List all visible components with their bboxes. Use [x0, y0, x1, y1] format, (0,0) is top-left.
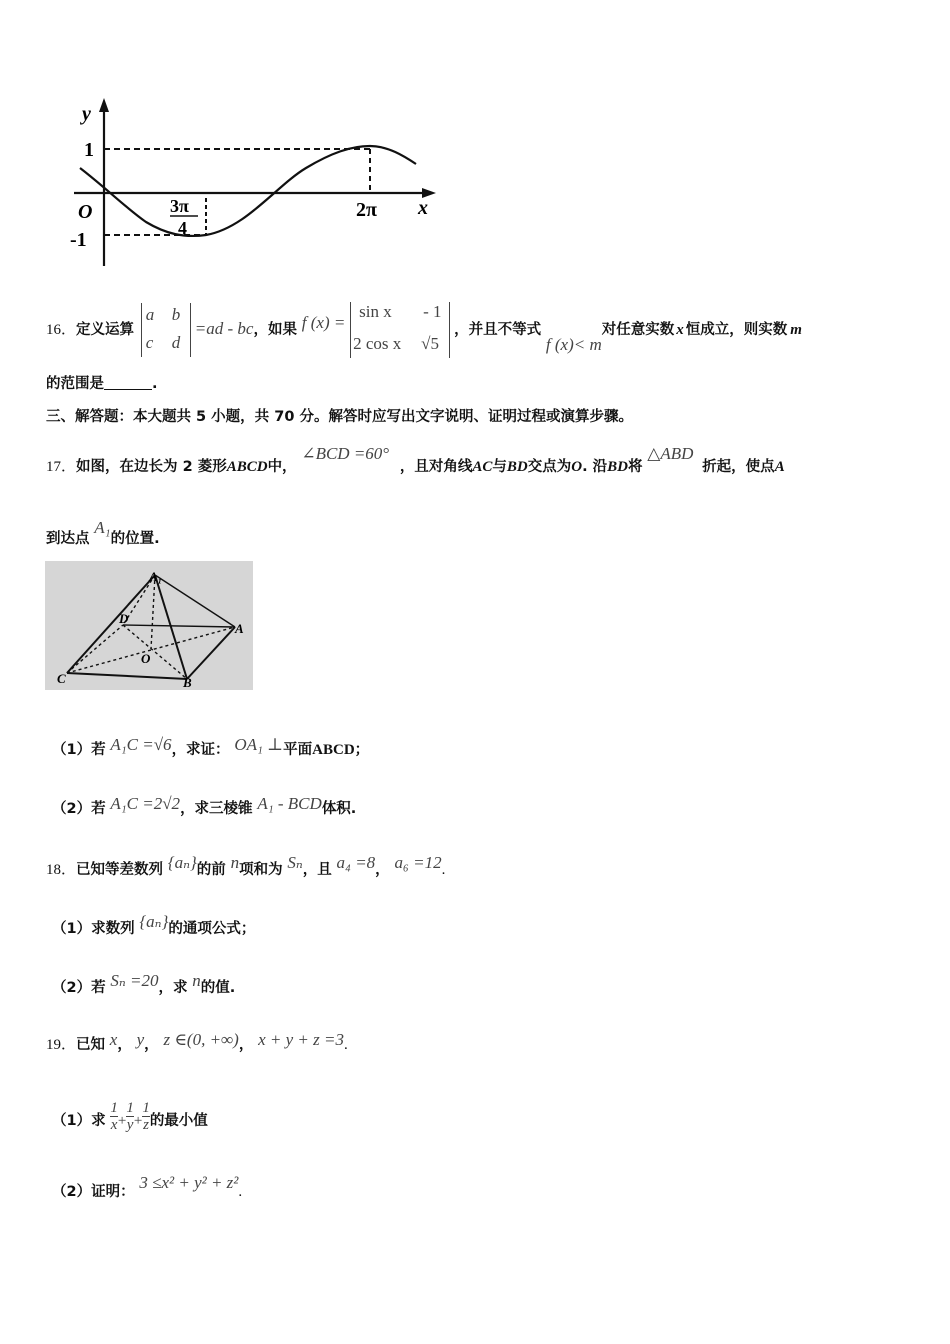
- q17-text6: . 沿: [582, 459, 608, 475]
- q17-ac: AC: [472, 459, 493, 475]
- q18-p2-text3: 的值.: [200, 980, 236, 996]
- label-A: A: [235, 621, 244, 636]
- sine-curve: [80, 146, 416, 236]
- label-A1: A₁: [149, 569, 163, 584]
- q17-line2-text1: 到达点: [46, 531, 90, 547]
- q19-p2-label: （2）证明：: [52, 1184, 135, 1200]
- plus-2: +: [133, 1113, 143, 1129]
- q19-part2: [52, 1173, 242, 1202]
- q19-c2: ，: [144, 1037, 159, 1053]
- q18-comma: ，: [375, 862, 390, 878]
- q18-n: n: [230, 853, 240, 872]
- q17-figure: [45, 561, 253, 690]
- q19-p2-math: 3 ≤x² + y² + z²: [139, 1173, 239, 1192]
- q17-text2: 中，: [267, 459, 297, 475]
- q19-y: y: [136, 1030, 145, 1049]
- q17-p1-label: （1）若: [52, 742, 106, 758]
- q17-p1-text3: 平面: [283, 742, 313, 758]
- q18-number: 18．: [46, 862, 77, 878]
- q17-text5: 交点为: [527, 459, 572, 475]
- edge-A1-O: [151, 575, 155, 649]
- x-tick-3pi-numerator: 3π: [170, 196, 189, 216]
- q19-number: 19．: [46, 1037, 77, 1053]
- m22: √5: [421, 334, 439, 353]
- pyramid-diagram: [45, 561, 253, 690]
- q18-text4: ，且: [302, 862, 332, 878]
- edge-D-B: [123, 625, 187, 679]
- label-C: C: [57, 671, 66, 686]
- q19-line1: [46, 1030, 348, 1055]
- q17-part2: [52, 794, 356, 819]
- q16-range-text: 的范围是: [46, 376, 104, 392]
- label-B: B: [183, 675, 192, 690]
- q17-p1-end: ；: [354, 742, 370, 758]
- q16-number: 16．: [46, 322, 77, 338]
- q17-p1-abcd: ABCD: [312, 742, 355, 758]
- sine-graph-figure: [66, 96, 446, 268]
- q17-line1: [46, 444, 785, 477]
- q18-line1: [46, 853, 445, 880]
- q17-text1: 如图，在边长为 2 菱形: [76, 459, 227, 475]
- q19-p1-text2: 的最小值: [149, 1113, 208, 1129]
- q16-var-m: m: [790, 322, 802, 338]
- q17-text4: 与: [492, 459, 507, 475]
- edge-A1-B: [155, 575, 187, 679]
- y-axis-label: y: [82, 103, 91, 125]
- q19-z: z ∈(0, +∞): [163, 1030, 239, 1049]
- q18-part1: [52, 912, 255, 939]
- q16-line2: [46, 373, 158, 394]
- q18-p2-math: Sₙ =20: [110, 971, 159, 990]
- q16-line1: [46, 302, 802, 358]
- q17-number: 17．: [46, 459, 77, 475]
- q17-part1: [52, 735, 369, 760]
- q19-x: x: [109, 1030, 118, 1049]
- q17-text8: 折起，使点: [702, 459, 775, 475]
- q18-p2-text2: ，求: [158, 980, 188, 996]
- q16-var-x: x: [676, 322, 684, 338]
- label-D: D: [119, 611, 129, 626]
- q17-p1-math2: OA₁ ⊥: [234, 735, 284, 754]
- origin-label: O: [78, 201, 93, 223]
- m11: sin x: [359, 302, 392, 321]
- q16-inequality: f (x)< m: [545, 335, 602, 354]
- q18-text2: 的前: [196, 862, 226, 878]
- x-axis-label: x: [418, 197, 428, 219]
- q17-bd: BD: [506, 459, 528, 475]
- q19-text1: 已知: [76, 1037, 106, 1053]
- q16-matrix: [350, 302, 450, 358]
- fraction-1-over-x: $\frac{1}{x}$: [110, 1100, 118, 1133]
- q17-bd2: BD: [607, 459, 628, 475]
- q19-c3: ，: [238, 1037, 254, 1053]
- m21: 2 cos x: [353, 334, 402, 353]
- y-axis-arrow: [99, 98, 109, 112]
- x-tick-2pi: 2π: [356, 199, 377, 221]
- edge-D-A: [123, 625, 235, 627]
- q19-p1-label: （1）求: [52, 1113, 106, 1129]
- q17-line2: [46, 518, 160, 549]
- q18-seq: {aₙ}: [167, 853, 197, 872]
- det-a: a: [145, 305, 155, 324]
- q17-line2-text2: 的位置.: [110, 531, 160, 547]
- q19-end: .: [343, 1037, 348, 1053]
- q18-a6: a₆ =12: [394, 853, 442, 872]
- q16-text2: ，如果: [253, 322, 297, 338]
- q18-sn: Sₙ: [287, 853, 303, 872]
- q17-p2-label: （2）若: [52, 801, 106, 817]
- q17-p2-text2: ，求三棱锥: [180, 801, 253, 817]
- q17-p1-math: A₁C =√6: [110, 735, 172, 754]
- section3-heading: 三、解答题：本大题共 5 小题，共 70 分。解答时应写出文字说明、证明过程或演算步骤。: [46, 409, 633, 425]
- q17-o: O: [571, 459, 583, 475]
- label-O: O: [141, 651, 151, 666]
- y-tick-1: 1: [84, 139, 94, 161]
- fraction-1-over-y: $\frac{1}{y}$: [126, 1100, 134, 1133]
- q18-p1-seq: {aₙ}: [139, 912, 169, 931]
- q17-p2-math: A₁C =2√2: [110, 794, 181, 813]
- q19-condition: x + y + z =3: [258, 1030, 344, 1049]
- q17-triangle: △ABD: [647, 444, 694, 463]
- q16-determinant-def: [141, 303, 191, 357]
- q17-angle: ∠BCD =60°: [301, 444, 390, 463]
- q16-text1: 定义运算: [76, 322, 135, 338]
- q18-text1: 已知等差数列: [76, 862, 164, 878]
- q17-text7: 将: [628, 459, 643, 475]
- edge-A1-A: [155, 575, 235, 627]
- edge-B-A: [187, 627, 235, 679]
- q18-end: .: [441, 862, 446, 878]
- q17-abcd: ABCD: [226, 459, 268, 475]
- q17-p1-text2: ，求证：: [171, 742, 230, 758]
- q18-p1-text2: 的通项公式；: [168, 921, 256, 937]
- fraction-1-over-z: $\frac{1}{z}$: [142, 1100, 150, 1133]
- q17-p2-math2: A₁ - BCD: [257, 794, 322, 813]
- q16-text5: 恒成立，则实数: [685, 322, 788, 338]
- q18-part2: [52, 971, 235, 998]
- det-b: b: [171, 305, 181, 324]
- q18-a4: a₄ =8: [336, 853, 376, 872]
- edge-C-B: [67, 673, 187, 679]
- q17-text3: ，且对角线: [399, 459, 473, 475]
- edge-C-A: [67, 627, 235, 673]
- q16-answer-blank[interactable]: [104, 375, 152, 390]
- q17-a1: A₁: [94, 518, 111, 537]
- m12: - 1: [423, 302, 442, 321]
- det-result: =ad - bc: [194, 319, 254, 338]
- q16-text4: 对任意实数: [601, 322, 675, 338]
- q18-p2-n: n: [192, 971, 201, 990]
- det-d: d: [171, 333, 181, 352]
- q17-p2-text3: 体积.: [321, 801, 357, 817]
- edge-C-D: [67, 625, 123, 673]
- q19-p2-end: .: [238, 1184, 243, 1200]
- q18-p2-label: （2）若: [52, 980, 106, 996]
- plus-1: +: [117, 1113, 127, 1129]
- x-tick-3pi-denominator: 4: [178, 218, 187, 238]
- q17-a: A: [774, 459, 785, 475]
- q19-part1: [52, 1100, 208, 1133]
- q19-c1: ，: [117, 1037, 132, 1053]
- q16-text3: ，并且不等式: [454, 322, 542, 338]
- q18-text3: 项和为: [239, 862, 283, 878]
- q16-fx: f (x) =: [301, 313, 346, 332]
- q16-end: .: [152, 376, 158, 392]
- det-c: c: [145, 333, 154, 352]
- y-tick-minus1: -1: [70, 229, 87, 251]
- q18-p1-label: （1）求数列: [52, 921, 135, 937]
